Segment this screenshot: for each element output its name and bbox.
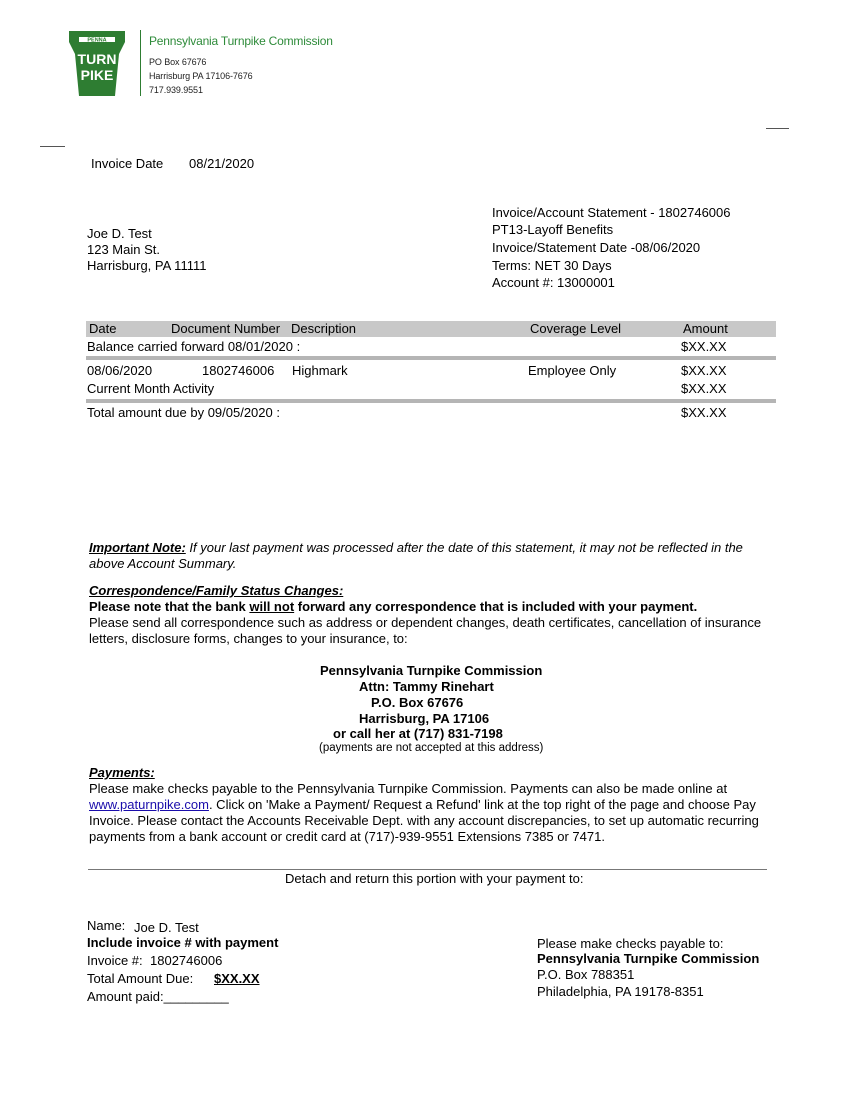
statement-terms: Terms: NET 30 Days <box>492 258 612 273</box>
col-header-description: Description <box>291 321 357 336</box>
current-activity-amount: $XX.XX <box>681 381 727 396</box>
important-note <box>89 540 779 572</box>
mail-to-po-box: P.O. Box 67676 <box>371 695 464 710</box>
table-separator <box>86 356 776 360</box>
correspondence-bank-note: Please note that the bank will not forward any correspondence that is included with your payment. <box>89 599 698 614</box>
row-coverage-level: Employee Only <box>528 363 617 378</box>
org-name: Pennsylvania Turnpike Commission <box>149 34 333 48</box>
row-description: Highmark <box>292 363 348 378</box>
letterhead-divider <box>140 30 141 96</box>
fold-mark-right <box>766 128 789 129</box>
detach-instruction: Detach and return this portion with your payment to: <box>285 871 584 886</box>
mail-to-disclaimer: (payments are not accepted at this address) <box>319 742 544 754</box>
fold-mark-left <box>40 146 65 147</box>
table-separator-total <box>86 399 776 403</box>
payable-to-label: Please make checks payable to: <box>537 936 724 951</box>
col-header-date: Date <box>89 321 117 336</box>
stub-amount-paid[interactable]: Amount paid:_________ <box>87 989 229 1004</box>
statement-plan: PT13-Layoff Benefits <box>492 222 614 237</box>
org-city: Harrisburg PA 17106-7676 <box>149 71 253 81</box>
stub-invoice-value: 1802746006 <box>150 953 223 968</box>
col-header-document-number: Document Number <box>171 321 281 336</box>
correspondence-heading: Correspondence/Family Status Changes: <box>89 583 344 598</box>
invoice-date-label: Invoice Date <box>91 156 164 171</box>
col-header-coverage-level: Coverage Level <box>530 321 622 336</box>
stub-invoice-label: Invoice #: <box>87 953 143 968</box>
logo-top-text: PENNA <box>87 37 107 44</box>
mail-to-attn: Attn: Tammy Rinehart <box>359 679 494 694</box>
recipient-name: Joe D. Test <box>87 226 152 241</box>
mail-to-org: Pennsylvania Turnpike Commission <box>320 663 543 678</box>
logo-line1: TURN <box>77 51 117 67</box>
logo-line2: PIKE <box>80 67 114 83</box>
statement-number: Invoice/Account Statement - 1802746006 <box>492 205 731 220</box>
col-header-amount: Amount <box>683 321 728 336</box>
balance-forward-label: Balance carried forward 08/01/2020 : <box>87 339 301 354</box>
org-po-box: PO Box 67676 <box>149 57 207 67</box>
recipient-street: 123 Main St. <box>87 242 160 257</box>
row-document-number: 1802746006 <box>202 363 275 378</box>
stub-name-label: Name: <box>87 918 126 933</box>
statement-date: Invoice/Statement Date -08/06/2020 <box>492 240 701 255</box>
row-amount: $XX.XX <box>681 363 727 378</box>
important-note-text: If your last payment was processed after the date of this statement, it may not be reflected in the above Account Summary. <box>89 540 743 571</box>
total-due-label: Total amount due by 09/05/2020 : <box>87 405 280 420</box>
row-date: 08/06/2020 <box>87 363 153 378</box>
stub-total-value: $XX.XX <box>214 971 260 986</box>
payable-to-city: Philadelphia, PA 19178-8351 <box>537 984 704 999</box>
payments-text: Please make checks payable to the Pennsylvania Turnpike Commission. Payments can also be made online at www.paturnpike.com. Click on 'Make a Payment/ Request a Refund' link at the top right of the page and choose Pay Invoice. Please contact the Accounts Receivable Dept. with any account discrepancies, to set up automatic recurring payments from a bank account or credit card at (717)-939-9551 Extensions 7385 or 7471. <box>89 781 759 844</box>
balance-forward-amount: $XX.XX <box>681 339 727 354</box>
important-note-heading: Important Note: <box>89 540 186 555</box>
stub-include-invoice: Include invoice # with payment <box>87 935 279 950</box>
paturnpike-link[interactable]: www.paturnpike.com <box>89 797 209 812</box>
recipient-city: Harrisburg, PA 11111 <box>87 258 207 273</box>
stub-name-value: Joe D. Test <box>134 920 199 935</box>
org-phone: 717.939.9551 <box>149 85 203 95</box>
mail-to-phone: or call her at (717) 831-7198 <box>333 726 503 741</box>
detach-line <box>88 869 767 870</box>
turnpike-logo <box>62 28 132 98</box>
correspondence-text: Please send all correspondence such as address or dependent changes, death certificates, cancellation of insurance letters, disclosure forms, changes to your insurance, to: <box>89 615 762 646</box>
stub-total-label: Total Amount Due: <box>87 971 194 986</box>
payable-to-org: Pennsylvania Turnpike Commission <box>537 951 760 966</box>
will-not-emphasis: will not <box>249 599 295 614</box>
payable-to-po-box: P.O. Box 788351 <box>537 967 635 982</box>
mail-to-city: Harrisburg, PA 17106 <box>359 711 490 726</box>
payments-heading: Payments: <box>89 765 155 780</box>
statement-account: Account #: 13000001 <box>492 275 615 290</box>
current-activity-label: Current Month Activity <box>87 381 215 396</box>
invoice-date-value: 08/21/2020 <box>189 156 255 171</box>
total-due-amount: $XX.XX <box>681 405 727 420</box>
